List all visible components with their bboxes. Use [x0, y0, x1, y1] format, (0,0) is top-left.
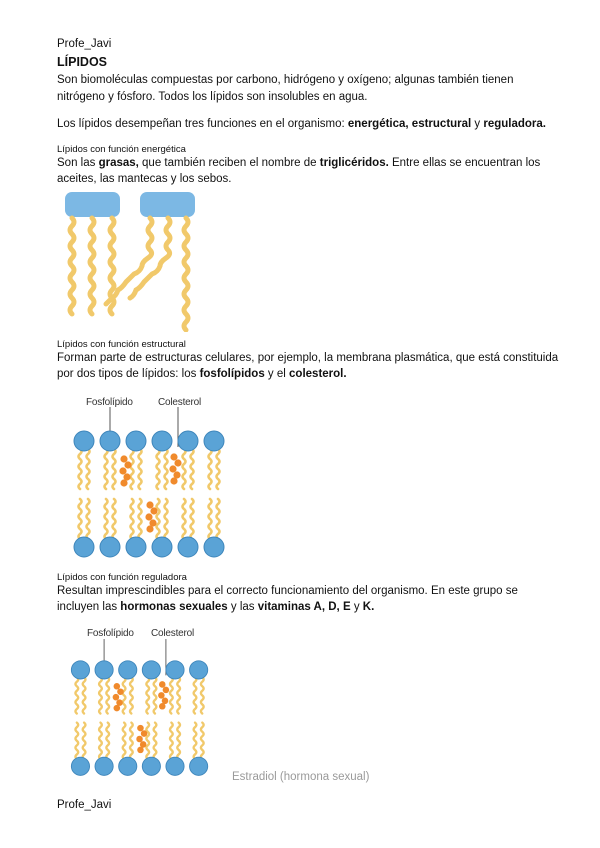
reguladora-text-3: y: [350, 601, 363, 613]
cholesterol-ring: [120, 479, 127, 486]
phospholipid-tail-top: [79, 449, 82, 489]
triglyceride-illustration: [60, 190, 210, 332]
phospholipid-tail-bottom: [105, 499, 108, 539]
heading-reguladora: Lípidos con función reguladora: [57, 572, 187, 583]
phospholipid-tail-bottom: [170, 723, 173, 759]
phospholipid-head-bottom: [95, 757, 113, 775]
cholesterol-ring: [137, 725, 144, 732]
phospholipid-tail-bottom: [194, 723, 197, 759]
phospholipid-head-top: [95, 661, 113, 679]
reguladora-bold-k: K.: [362, 601, 375, 613]
energetica-text-3: Entre ellas se encuentran los: [388, 157, 541, 169]
phospholipid-head-bottom: [100, 537, 120, 557]
reguladora-bold-vitaminas: vitaminas A, D, E: [257, 601, 351, 613]
heading-energetica: Lípidos con función energética: [57, 144, 186, 155]
phospholipid-head-bottom: [166, 757, 184, 775]
phospholipid-head-bottom: [126, 537, 146, 557]
cholesterol-ring: [159, 703, 166, 710]
phospholipid-tail-top: [87, 449, 90, 489]
energetica-bold-trigliceridos: triglicéridos.: [319, 157, 389, 169]
energetica-text-1: Son las: [57, 157, 99, 169]
phospholipid-tail-top: [201, 677, 204, 713]
phospholipid-head-top: [166, 661, 184, 679]
cholesterol-ring: [137, 747, 144, 754]
membrane-diagram-2: [65, 639, 225, 789]
function-estructural: estructural: [411, 118, 472, 130]
phospholipid-tail-bottom: [131, 499, 134, 539]
estructural-line-1: Forman parte de estructuras celulares, por ejemplo, la membrana plasmática, que está constituida: [57, 352, 559, 364]
phospholipid-tail-bottom: [79, 499, 82, 539]
function-reguladora: reguladora.: [483, 118, 547, 130]
cholesterol-ring: [119, 467, 126, 474]
label-fosfolipido-2: Fosfolípido: [87, 628, 134, 639]
estructural-bold-fosfolipidos: fosfolípidos: [199, 368, 265, 380]
phospholipid-head-top: [71, 661, 89, 679]
phospholipid-tail-bottom: [183, 499, 186, 539]
estructural-line-2: [57, 366, 347, 383]
cholesterol-ring: [163, 687, 170, 694]
phospholipid-head-bottom: [190, 757, 208, 775]
phospholipid-head-top: [100, 431, 120, 451]
phospholipid-tail-top: [139, 449, 142, 489]
phospholipid-tail-bottom: [157, 499, 160, 539]
cholesterol-ring: [150, 507, 157, 514]
phospholipid-head-bottom: [71, 757, 89, 775]
phospholipid-head-top: [142, 661, 160, 679]
phospholipid-tail-top: [83, 677, 86, 713]
phospholipid-head-top: [74, 431, 94, 451]
cholesterol-ring: [170, 453, 177, 460]
cholesterol-ring: [169, 465, 176, 472]
phospholipid-tail-bottom: [99, 723, 102, 759]
phospholipid-tail-top: [131, 449, 134, 489]
cholesterol-ring: [136, 736, 143, 743]
footer-author: Profe_Javi: [57, 799, 112, 811]
phospholipid-tail-top: [146, 677, 149, 713]
phospholipid-tail-bottom: [154, 723, 157, 759]
estructural-text-1: por dos tipos de lípidos: los: [57, 368, 200, 380]
phospholipid-head-bottom: [119, 757, 137, 775]
energetica-line-1: [57, 155, 540, 172]
phospholipid-tail-top: [130, 677, 133, 713]
phospholipid-head-top: [204, 431, 224, 451]
heading-estructural: Lípidos con función estructural: [57, 339, 186, 350]
reguladora-text-1: incluyen las: [57, 601, 121, 613]
cholesterol-ring: [174, 459, 181, 466]
phospholipid-tail-bottom: [217, 499, 220, 539]
membrane-diagram-1: [70, 407, 240, 572]
estructural-text-2: y el: [264, 368, 290, 380]
phospholipid-tail-bottom: [201, 723, 204, 759]
cholesterol-ring: [124, 461, 131, 468]
cholesterol-ring: [158, 692, 165, 699]
triglyceride-head-2: [140, 192, 195, 217]
phospholipid-head-bottom: [178, 537, 198, 557]
membrane-figure-2: [65, 625, 225, 789]
phospholipid-tail-top: [105, 449, 108, 489]
cholesterol-molecule: [158, 681, 169, 709]
phospholipid-tail-top: [183, 449, 186, 489]
triglyceride-head-1: [65, 192, 120, 217]
intro-line-2: nitrógeno y fósforo. Todos los lípidos son insolubles en agua.: [57, 91, 368, 103]
label-fosfolipido-1: Fosfolípido: [86, 397, 133, 408]
reguladora-text-2: y las: [227, 601, 258, 613]
phospholipid-tail-bottom: [177, 723, 180, 759]
reguladora-line-1: Resultan imprescindibles para el correcto funcionamiento del organismo. En este grupo se: [57, 585, 518, 597]
phospholipid-head-bottom: [142, 757, 160, 775]
reguladora-bold-hormonas: hormonas sexuales: [120, 601, 228, 613]
phospholipid-tail-bottom: [113, 499, 116, 539]
energetica-text-2: que también reciben el nombre de: [138, 157, 320, 169]
phospholipid-tail-bottom: [209, 499, 212, 539]
phospholipid-tail-top: [154, 677, 157, 713]
cholesterol-ring: [159, 681, 166, 688]
functions-sep-2: y: [471, 118, 484, 130]
phospholipid-tail-bottom: [87, 499, 90, 539]
phospholipid-head-top: [126, 431, 146, 451]
phospholipid-tail-bottom: [123, 723, 126, 759]
membrane-figure-1: [70, 395, 240, 572]
phospholipid-tail-bottom: [146, 723, 149, 759]
cholesterol-ring: [114, 705, 121, 712]
phospholipid-tail-top: [209, 449, 212, 489]
phospholipid-tail-bottom: [83, 723, 86, 759]
energetica-bold-grasas: grasas,: [98, 157, 139, 169]
functions-sep-1: ,: [405, 118, 412, 130]
phospholipid-tail-bottom: [106, 723, 109, 759]
cholesterol-ring: [170, 477, 177, 484]
functions-paragraph: [57, 116, 546, 133]
phospholipid-tail-top: [75, 677, 78, 713]
cholesterol-ring: [117, 688, 124, 695]
phospholipid-tail-top: [177, 677, 180, 713]
phospholipid-head-bottom: [74, 537, 94, 557]
intro-line-1: Son biomoléculas compuestas por carbono, hidrógeno y oxígeno; algunas también tienen: [57, 74, 514, 86]
phospholipid-tail-top: [106, 677, 109, 713]
phospholipid-tail-top: [165, 449, 168, 489]
functions-lead: Los lípidos desempeñan tres funciones en el organismo:: [57, 118, 348, 130]
reguladora-line-2: [57, 599, 374, 616]
phospholipid-tail-top: [191, 449, 194, 489]
cholesterol-ring: [113, 694, 120, 701]
phospholipid-tail-bottom: [139, 499, 142, 539]
phospholipid-tail-top: [194, 677, 197, 713]
phospholipid-head-top: [178, 431, 198, 451]
cholesterol-ring: [114, 683, 121, 690]
label-colesterol-2: Colesterol: [151, 628, 195, 639]
energetica-line-2: aceites, las mantecas y los sebos.: [57, 173, 232, 185]
estructural-bold-colesterol: colesterol.: [289, 368, 347, 380]
cholesterol-ring: [146, 525, 153, 532]
phospholipid-tail-top: [123, 677, 126, 713]
phospholipid-tail-bottom: [130, 723, 133, 759]
label-colesterol-1: Colesterol: [158, 397, 202, 408]
phospholipid-tail-top: [217, 449, 220, 489]
cholesterol-ring: [145, 513, 152, 520]
phospholipid-tail-bottom: [191, 499, 194, 539]
cholesterol-ring: [120, 455, 127, 462]
cholesterol-ring: [146, 501, 153, 508]
page-title: LÍPIDOS: [57, 55, 108, 69]
cholesterol-molecule: [169, 453, 181, 484]
phospholipid-tail-top: [157, 449, 160, 489]
phospholipid-tail-top: [113, 449, 116, 489]
phospholipid-tail-bottom: [75, 723, 78, 759]
function-energetica: energética: [347, 118, 406, 130]
cholesterol-ring: [141, 730, 148, 737]
figure-caption: Estradiol (hormona sexual): [232, 771, 370, 783]
phospholipid-head-top: [190, 661, 208, 679]
triglyceride-tails-2: [106, 218, 188, 330]
header-author: Profe_Javi: [57, 38, 112, 50]
cholesterol-molecule: [119, 455, 131, 486]
phospholipid-tail-bottom: [165, 499, 168, 539]
phospholipid-tail-top: [170, 677, 173, 713]
phospholipid-head-top: [152, 431, 172, 451]
phospholipid-head-bottom: [204, 537, 224, 557]
phospholipid-tail-top: [99, 677, 102, 713]
phospholipid-head-bottom: [152, 537, 172, 557]
phospholipid-head-top: [119, 661, 137, 679]
cholesterol-molecule: [113, 683, 124, 711]
